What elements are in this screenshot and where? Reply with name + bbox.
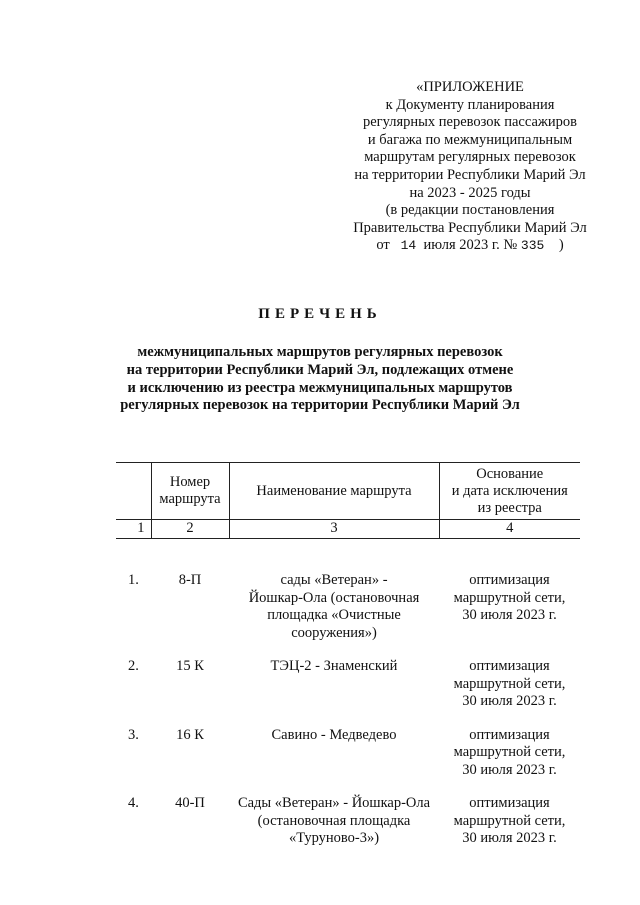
appendix-line: «ПРИЛОЖЕНИЕ: [416, 79, 524, 95]
header-route-number: [151, 463, 229, 520]
appendix-line: Правительства Республики Марий Эл: [353, 219, 587, 236]
header-text: Номер: [169, 474, 211, 490]
basis-line: 30 июля 2023 г.: [462, 607, 557, 623]
basis-line: оптимизация: [469, 572, 550, 588]
basis-line: оптимизация: [469, 726, 550, 743]
appendix-line: и багажа по межмуниципальным: [367, 131, 573, 148]
header-index-cell: [116, 463, 151, 520]
header-text: из реестра: [477, 499, 542, 516]
appendix-line: к Документу планирования: [385, 96, 555, 113]
route-name: [229, 642, 439, 711]
appendix-block: [300, 79, 640, 255]
header-route-name: Наименование маршрута: [229, 463, 439, 520]
exclusion-basis: [439, 539, 580, 643]
route-name: [229, 539, 439, 643]
row-index: 3.: [128, 726, 139, 743]
basis-line: маршрутной сети,: [453, 589, 566, 606]
table-header-row: [116, 463, 580, 520]
header-text: и дата исключения: [451, 482, 568, 499]
header-text: маршрута: [159, 491, 221, 507]
table-row: [116, 642, 580, 711]
subtitle-line: и исключению из реестра межмуниципальных маршрутов: [127, 379, 513, 396]
header-basis: [439, 463, 580, 520]
date-suffix: ): [558, 237, 564, 254]
exclusion-basis: [439, 779, 580, 848]
basis-line: оптимизация: [469, 795, 550, 811]
subtitle-line: межмуниципальных маршрутов регулярных перевозок: [137, 344, 503, 360]
appendix-line: маршрутам регулярных перевозок: [364, 149, 576, 166]
route-number: 40-П: [175, 795, 205, 811]
basis-line: маршрутной сети,: [453, 675, 566, 692]
route-name: [229, 711, 439, 780]
appendix-line: регулярных перевозок пассажиров: [362, 114, 578, 131]
route-number: 16 К: [176, 726, 204, 743]
date-day: 14: [400, 238, 417, 254]
row-index: 1.: [128, 572, 139, 588]
routes-table-container: [116, 462, 580, 848]
appendix-line: на территории Республики Марий Эл: [354, 166, 586, 183]
basis-line: маршрутной сети,: [453, 744, 566, 760]
route-name-line: Сады «Ветеран» - Йошкар-Ола: [237, 795, 431, 811]
subtitle-line: на территории Республики Марий Эл, подлежащих отмене: [126, 361, 514, 378]
document-subtitle: [0, 344, 640, 415]
table-row: [116, 711, 580, 780]
route-name-line: сады «Ветеран» -: [280, 572, 388, 588]
date-prefix: от: [376, 237, 390, 254]
subtitle-line: регулярных перевозок на территории Республики Марий Эл: [120, 397, 520, 414]
header-text: Основание: [476, 465, 544, 482]
routes-table: [116, 462, 580, 848]
route-name-line: ТЭЦ-2 - Знаменский: [270, 658, 398, 674]
route-name-line: «Туруново-3»): [288, 830, 380, 846]
column-number: 1: [116, 520, 151, 539]
document-title: ПЕРЕЧЕНЬ: [258, 306, 382, 322]
route-name: [229, 779, 439, 848]
column-number: 3: [229, 520, 439, 539]
exclusion-basis: [439, 642, 580, 711]
date-month-year: июля 2023 г. №: [423, 237, 518, 254]
basis-line: оптимизация: [469, 658, 550, 674]
route-number: 15 К: [176, 658, 204, 674]
route-number: 8-П: [178, 572, 202, 588]
route-name-line: (остановочная площадка: [257, 812, 411, 829]
resolution-date-line: [300, 237, 640, 255]
row-index: 4.: [128, 795, 139, 811]
table-row: [116, 779, 580, 848]
route-name-line: Савино - Медведево: [271, 726, 397, 743]
appendix-line: на 2023 - 2025 годы: [409, 184, 531, 201]
route-name-line: Йошкар-Ола (остановочная: [248, 589, 420, 606]
basis-line: маршрутной сети,: [453, 812, 566, 829]
exclusion-basis: [439, 711, 580, 780]
basis-line: 30 июля 2023 г.: [462, 830, 557, 846]
route-name-line: сооружения»): [291, 624, 377, 641]
route-name-line: площадка «Очистные: [267, 607, 401, 623]
column-number: 4: [439, 520, 580, 539]
column-number: 2: [151, 520, 229, 539]
table-row: [116, 539, 580, 643]
row-index: 2.: [128, 658, 139, 674]
resolution-number: 335: [520, 238, 545, 254]
appendix-line: (в редакции постановления: [385, 202, 555, 219]
column-number-row: [116, 520, 580, 539]
basis-line: 30 июля 2023 г.: [462, 761, 557, 778]
basis-line: 30 июля 2023 г.: [462, 693, 557, 709]
